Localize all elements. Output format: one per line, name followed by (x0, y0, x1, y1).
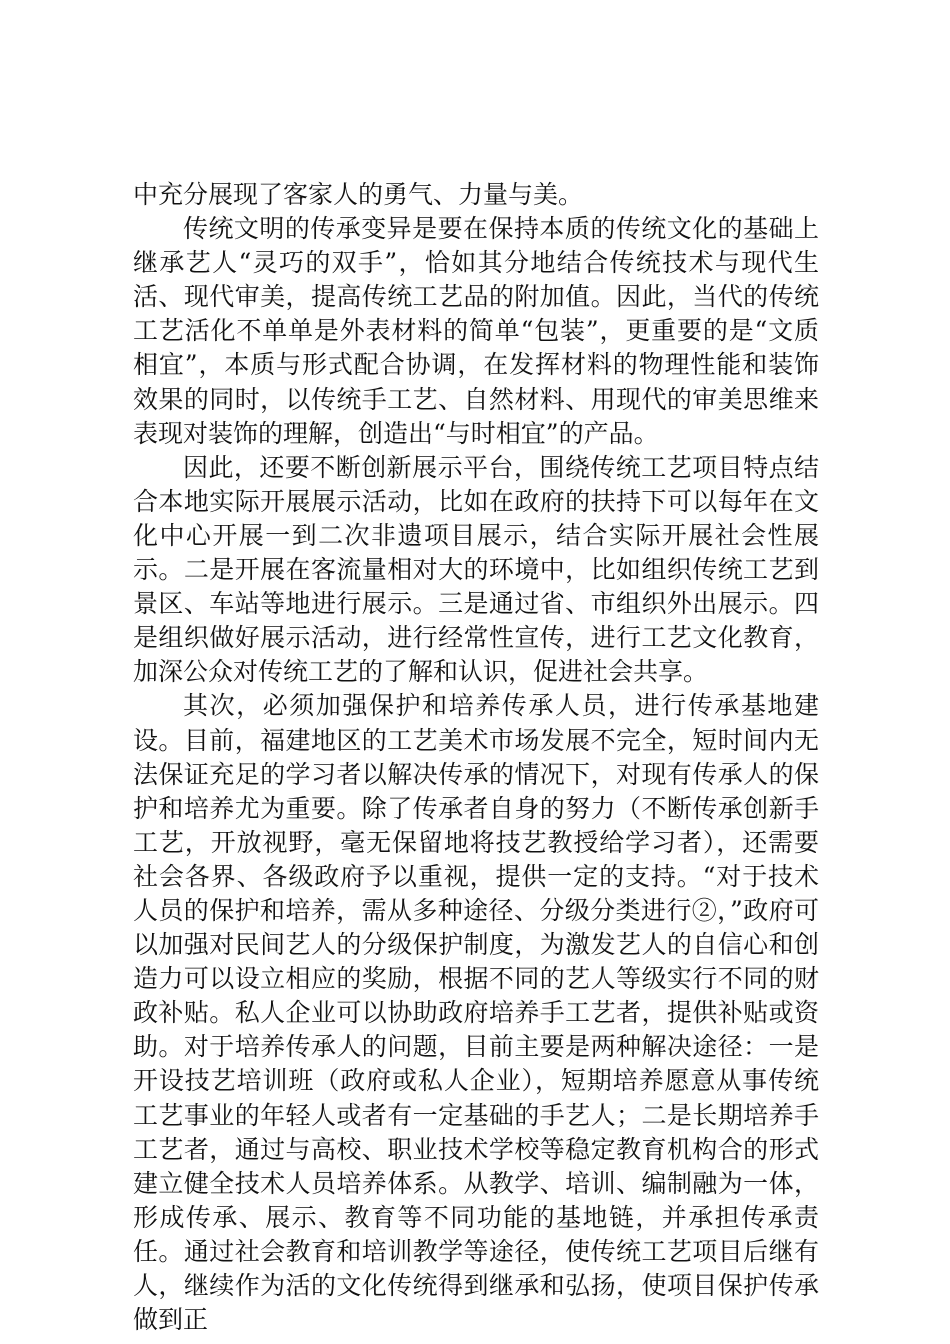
paragraph-inheritor-training: 其次，必须加强保护和培养传承人员，进行传承基地建设。目前，福建地区的工艺美术市场发展不完全，短时间内无法保证充足的学习者以解决传承的情况下，对现有传承人的保护和培养尤为重要。除了传承者自身的努力（不断传承创新手工艺，开放视野，毫无保留地将技艺教授给学习者），还需要社会各界、各级政府予以重视，提供一定的支持。“对于技术人员的保护和培养，需从多种途径、分级分类进行②，”政府可以加强对民间艺人的分级保护制度，为激发艺人的自信心和创造力可以设立相应的奖励，根据不同的艺人等级实行不同的财政补贴。私人企业可以协助政府培养手工艺者，提供补贴或资助。对于培养传承人的问题，目前主要是两种解决途径：一是开设技艺培训班（政府或私人企业），短期培养愿意从事传统工艺事业的年轻人或者有一定基础的手艺人；二是长期培养手工艺者，通过与高校、职业技术学校等稳定教育机构合的形式建立健全技术人员培养体系。从教学、培训、编制融为一体，形成传承、展示、教育等不同功能的基地链，并承担传承责任。通过社会教育和培训教学等途径，使传统工艺项目后继有人，继续作为活的文化传统得到继承和弘扬，使项目保护传承做到正 (133, 691, 819, 1335)
paragraph-exhibition-platform: 因此，还要不断创新展示平台，围绕传统工艺项目特点结合本地实际开展展示活动，比如在政府的扶持下可以每年在文化中心开展一到二次非遗项目展示，结合实际开展社会性展示。二是开展在客流量相对大的环境中，比如组织传统工艺到景区、车站等地进行展示。三是通过省、市组织外出展示。四是组织做好展示活动，进行经常性宣传，进行工艺文化教育，加深公众对传统工艺的了解和认识，促进社会共享。 (133, 452, 819, 687)
paragraph-continuation: 中充分展现了客家人的勇气、力量与美。 (133, 180, 584, 209)
document-page (133, 178, 819, 1337)
paragraph-craft-revitalization: 传统文明的传承变异是要在保持本质的传统文化的基础上继承艺人“灵巧的双手”，恰如其分地结合传统技术与现代生活、现代审美，提高传统工艺品的附加值。因此，当代的传统工艺活化不单单是外表材料的简单“包装”，更重要的是“文质相宜”，本质与形式配合协调，在发挥材料的物理性能和装饰效果的同时，以传统手工艺、自然材料、用现代的审美思维来表现对装饰的理解，创造出“与时相宜”的产品。 (133, 214, 819, 448)
